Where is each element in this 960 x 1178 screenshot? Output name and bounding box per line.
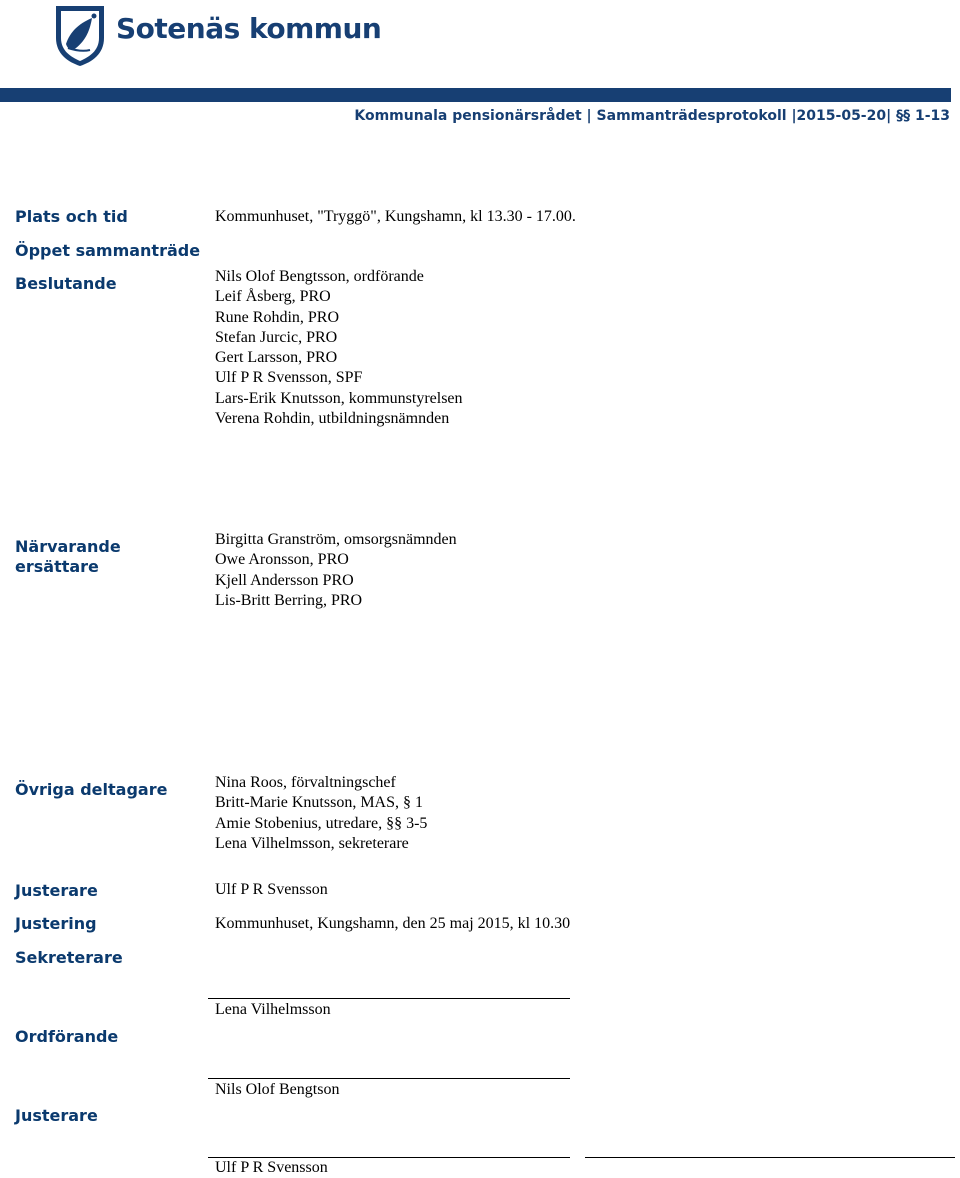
header-bar xyxy=(0,88,951,102)
list-item: Britt-Marie Knutsson, MAS, § 1 xyxy=(215,794,423,812)
list-item: Verena Rohdin, utbildningsnämnden xyxy=(215,410,450,428)
document-header: Kommunala pensionärsrådet | Sammanträdesprotokoll |2015-05-20| §§ 1-13 xyxy=(354,108,950,124)
list-item: Nina Roos, förvaltningschef xyxy=(215,774,396,791)
ovriga-label: Övriga deltagare xyxy=(15,780,168,799)
logo xyxy=(52,4,382,68)
list-item: Lis-Britt Berring, PRO xyxy=(215,591,363,609)
justerare-value: Ulf P R Svensson xyxy=(215,881,328,898)
narvarande-label: Närvarande ersättare xyxy=(15,537,121,576)
list-item: Stefan Jurcic, PRO xyxy=(215,328,338,346)
justerare-label: Justerare xyxy=(15,881,98,900)
beslutande-label: Beslutande xyxy=(15,274,117,293)
oppet-label: Öppet sammanträde xyxy=(15,241,201,260)
list-item: Kjell Andersson PRO xyxy=(215,571,354,589)
ordforande-label: Ordförande xyxy=(15,1027,119,1046)
list-item: Birgitta Granström, omsorgsnämnden xyxy=(215,531,457,548)
sekreterare-name: Lena Vilhelmsson xyxy=(215,1001,331,1018)
justerare-sign-label: Justerare xyxy=(15,1106,98,1125)
list-item: Nils Olof Bengtsson, ordförande xyxy=(215,268,424,285)
list-item: Lena Vilhelmsson, sekreterare xyxy=(215,834,409,852)
justerare-sign-name: Ulf P R Svensson xyxy=(215,1159,328,1176)
signature-line-sekreterare xyxy=(208,998,570,999)
justering-label: Justering xyxy=(15,914,97,933)
signature-line-second xyxy=(585,1157,955,1158)
list-item: Leif Åsberg, PRO xyxy=(215,288,331,306)
beslutande-list xyxy=(215,267,463,429)
justering-value: Kommunhuset, Kungshamn, den 25 maj 2015, kl 10.30 xyxy=(215,915,571,932)
ordforande-name: Nils Olof Bengtson xyxy=(215,1081,340,1098)
list-item: Amie Stobenius, utredare, §§ 3-5 xyxy=(215,814,428,832)
list-item: Ulf P R Svensson, SPF xyxy=(215,369,363,387)
list-item: Owe Aronsson, PRO xyxy=(215,551,349,569)
plats-label: Plats och tid xyxy=(15,207,128,226)
list-item: Rune Rohdin, PRO xyxy=(215,308,340,326)
narvarande-list xyxy=(215,530,457,611)
signature-line-ordforande xyxy=(208,1078,570,1079)
shield-logo-icon xyxy=(52,4,108,68)
ovriga-list xyxy=(215,773,427,854)
list-item: Lars-Erik Knutsson, kommunstyrelsen xyxy=(215,389,463,407)
list-item: Gert Larsson, PRO xyxy=(215,349,338,367)
plats-value: Kommunhuset, "Tryggö", Kungshamn, kl 13.30 - 17.00. xyxy=(215,208,576,225)
sekreterare-label: Sekreterare xyxy=(15,948,123,967)
logo-text: Sotenäs kommun xyxy=(116,12,382,45)
